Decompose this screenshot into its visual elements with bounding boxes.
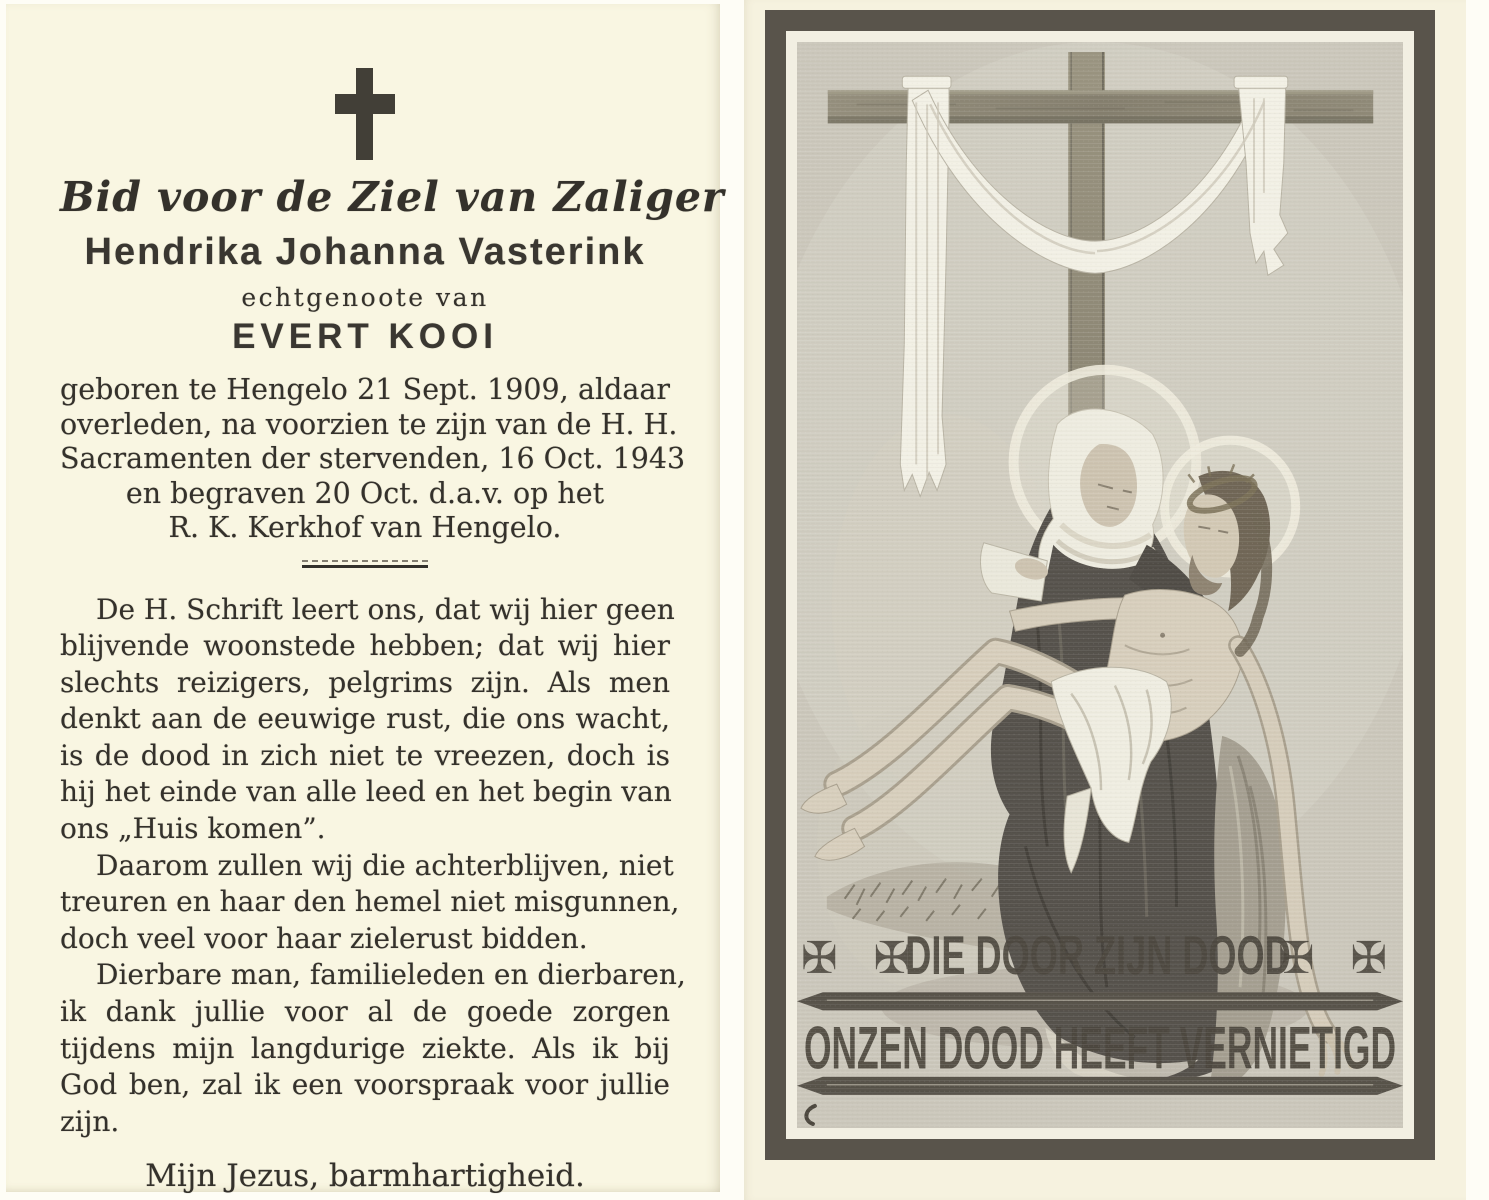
text-line: slechts reizigers, pelgrims zijn. Als men bbox=[60, 665, 670, 699]
text-line: en begraven 20 Oct. d.a.v. op het bbox=[125, 476, 605, 510]
pieta-illustration bbox=[797, 42, 1403, 1128]
memorial-card-image-page bbox=[744, 0, 1466, 1200]
text-line: zijn. bbox=[60, 1104, 120, 1138]
grain-texture bbox=[797, 42, 1403, 1128]
latin-cross-icon bbox=[335, 68, 395, 160]
picture-frame bbox=[765, 10, 1435, 1160]
text-line: Daarom zullen wij die achterblijven, niet bbox=[96, 848, 674, 882]
text-line: denkt aan de eeuwige rust, die ons wacht, bbox=[60, 702, 670, 736]
section-divider bbox=[302, 560, 428, 568]
text-line: Sacramenten der stervenden, 16 Oct. 1943 bbox=[60, 442, 686, 475]
cross-horizontal-bar bbox=[335, 94, 395, 114]
memorial-text bbox=[60, 592, 686, 1141]
deceased-name: Hendrika Johanna Vasterink bbox=[84, 231, 646, 273]
text-line: tijdens mijn langdurige ziekte. Als ik bij bbox=[60, 1031, 670, 1065]
text-line: hij het einde van alle leed en het begin van bbox=[60, 775, 672, 809]
cross-vertical-bar bbox=[356, 68, 373, 160]
memorial-card-text-page bbox=[6, 4, 725, 1195]
text-page-content bbox=[6, 4, 725, 1200]
text-line: doch veel voor haar zielerust bidden. bbox=[60, 921, 588, 955]
relation-label: echtgenoote van bbox=[241, 283, 489, 312]
ejaculatory-prayer: Mijn Jezus, barmhartigheid. bbox=[145, 1158, 585, 1195]
text-line: ik dank jullie voor al de goede zorgen bbox=[60, 995, 670, 1029]
text-line: overleden, na voorzien te zijn van de H. H. bbox=[60, 407, 678, 441]
text-line: geboren te Hengelo 21 Sept. 1909, aldaar bbox=[60, 373, 670, 406]
vital-record bbox=[60, 373, 686, 546]
text-line: is de dood in zich niet te vreezen, doch is bbox=[60, 738, 670, 772]
text-line: ons „Huis komen”. bbox=[60, 812, 326, 846]
text-line: God ben, zal ik een voorspraak voor jullie bbox=[60, 1068, 670, 1102]
text-line: De H. Schrift leert ons, dat wij hier geen bbox=[96, 592, 675, 626]
text-line: treuren en haar den hemel niet misgunnen, bbox=[60, 885, 680, 919]
text-line: blijvende woonstede hebben; dat wij hier bbox=[60, 629, 670, 663]
text-line: R. K. Kerkhof van Hengelo. bbox=[168, 511, 562, 544]
spouse-name: EVERT KOOI bbox=[232, 317, 498, 356]
prayer-headline: Bid voor de Ziel van Zaliger bbox=[60, 173, 725, 221]
text-line: Dierbare man, familieleden en dierbaren, bbox=[96, 958, 686, 992]
